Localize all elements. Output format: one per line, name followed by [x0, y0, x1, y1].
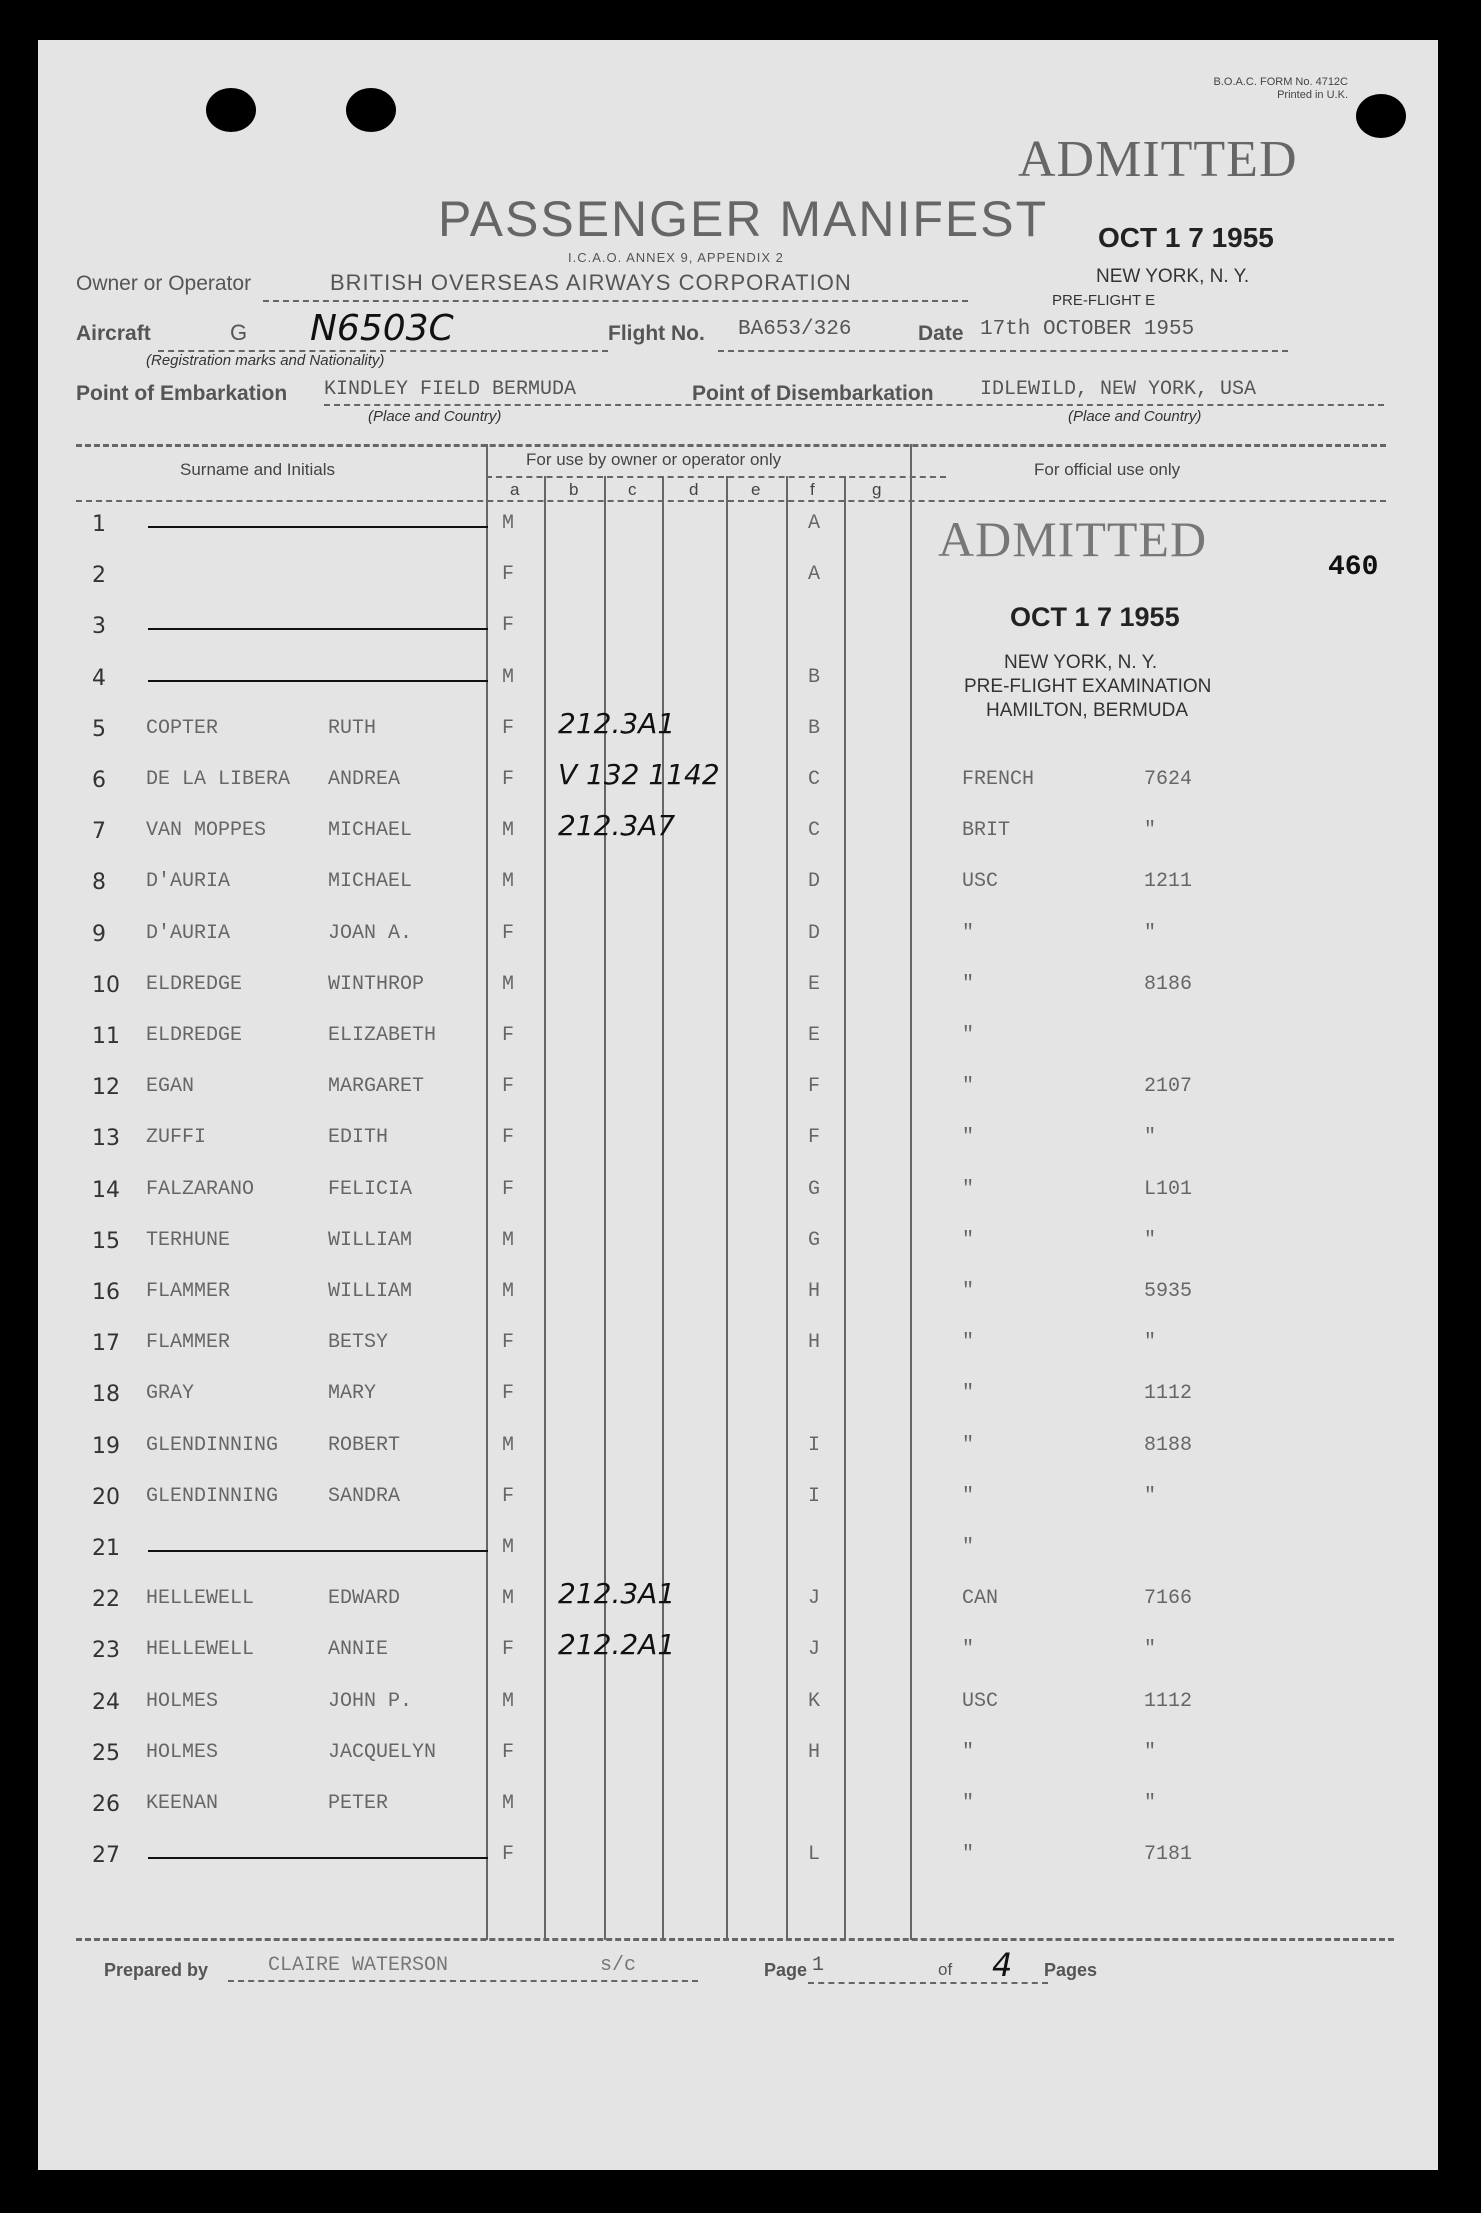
passenger-surname: COPTER [146, 716, 219, 740]
passenger-number: 7624 [1144, 768, 1193, 791]
passenger-code: 212.2A1 [558, 1628, 676, 1662]
passenger-number: 1112 [1144, 1689, 1193, 1713]
form-number [1158, 76, 1348, 102]
passenger-surname: HELLEWELL [146, 1587, 255, 1611]
passenger-sex: F [502, 563, 515, 587]
row-number: 19 [92, 1433, 120, 1459]
passenger-number: " [1144, 1331, 1157, 1355]
form-printed-text: Printed in U.K. [1277, 89, 1348, 101]
passenger-number: " [1144, 1740, 1157, 1764]
body-stamp-line2: PRE-FLIGHT EXAMINATION [964, 676, 1212, 697]
row-number: 12 [92, 1075, 120, 1101]
flight-underline [718, 350, 1288, 352]
passenger-number: 7181 [1144, 1843, 1193, 1867]
row-number: 27 [92, 1843, 120, 1869]
passenger-nationality: " [962, 1126, 975, 1150]
row-number: 16 [92, 1280, 120, 1305]
passenger-number: 5935 [1144, 1280, 1193, 1303]
passenger-given-name: EDWARD [328, 1587, 401, 1611]
passenger-sex: M [502, 665, 515, 689]
row-number: 22 [92, 1587, 120, 1613]
embark-underline [324, 404, 1384, 406]
row-number: 18 [92, 1382, 120, 1408]
row-number: 5 [92, 716, 106, 742]
passenger-sex: M [502, 1587, 515, 1611]
passenger-number: " [1144, 1638, 1157, 1662]
passenger-nationality: " [962, 1382, 975, 1406]
passenger-nationality: " [962, 1843, 975, 1867]
passenger-sex: F [502, 768, 515, 791]
passenger-number: 1211 [1144, 870, 1193, 894]
passenger-seat-letter: J [808, 1587, 821, 1611]
column-divider [662, 476, 664, 1940]
passenger-given-name: FELICIA [328, 1177, 413, 1201]
passenger-code: 212.3A1 [558, 706, 676, 740]
owner-label: Owner or Operator [76, 272, 252, 295]
row-number: 21 [92, 1536, 120, 1561]
passenger-surname: HELLEWELL [146, 1638, 255, 1662]
header-owner-use: For use by owner or operator only [526, 450, 782, 469]
passenger-seat-letter: F [808, 1126, 821, 1150]
passenger-seat-letter: J [808, 1638, 821, 1662]
passenger-given-name: ANNIE [328, 1638, 389, 1662]
header-official-use: For official use only [1034, 460, 1181, 479]
table-top-border [76, 444, 1386, 447]
passenger-surname: GLENDINNING [146, 1484, 279, 1508]
passenger-nationality: FRENCH [962, 768, 1035, 791]
passenger-number: 8186 [1144, 972, 1193, 996]
passenger-given-name: ELIZABETH [328, 1024, 437, 1047]
passenger-sex: F [502, 1484, 515, 1508]
passenger-seat-letter: I [808, 1433, 821, 1457]
passenger-seat-letter: L [808, 1843, 821, 1867]
passenger-nationality: " [962, 921, 975, 945]
date-value: 17th OCTOBER 1955 [980, 318, 1195, 341]
table-bottom-border [76, 1938, 1394, 1941]
passenger-surname: KEENAN [146, 1792, 219, 1815]
strikethrough-line [148, 1550, 488, 1552]
embarkation-note: (Place and Country) [368, 408, 502, 425]
passenger-sex: F [502, 1638, 515, 1662]
strikethrough-line [148, 628, 488, 630]
manifest-subtitle: I.C.A.O. ANNEX 9, APPENDIX 2 [568, 250, 784, 265]
row-number: 4 [92, 665, 106, 691]
passenger-seat-letter: A [808, 512, 821, 535]
prepared-by-role: s/c [600, 1954, 637, 1977]
passenger-given-name: MARGARET [328, 1075, 425, 1099]
row-number: 15 [92, 1228, 120, 1254]
row-number: 23 [92, 1638, 120, 1664]
admitted-stamp-body: ADMITTED [938, 511, 1208, 567]
row-number: 2 [92, 563, 106, 589]
passenger-surname: GLENDINNING [146, 1433, 279, 1457]
passenger-surname: FLAMMER [146, 1280, 231, 1303]
column-divider [910, 444, 912, 1940]
passenger-number: 8188 [1144, 1433, 1193, 1457]
column-letter-a: a [510, 480, 520, 499]
passenger-sex: F [502, 1843, 515, 1867]
passenger-seat-letter: A [808, 563, 821, 587]
passenger-given-name: MARY [328, 1382, 377, 1406]
column-letter-f: f [810, 480, 815, 499]
passenger-seat-letter: H [808, 1331, 821, 1355]
passenger-nationality: BRIT [962, 819, 1011, 843]
passenger-seat-letter: H [808, 1740, 821, 1764]
row-number: 11 [92, 1024, 120, 1049]
passenger-nationality: CAN [962, 1587, 999, 1611]
disembarkation-value: IDLEWILD, NEW YORK, USA [980, 378, 1257, 401]
passenger-given-name: BETSY [328, 1331, 389, 1355]
of-label: of [938, 1960, 953, 1979]
body-stamp-line3: HAMILTON, BERMUDA [986, 700, 1188, 721]
passenger-given-name: EDITH [328, 1126, 389, 1150]
passenger-number: 1112 [1144, 1382, 1193, 1406]
passenger-surname: ELDREDGE [146, 1024, 243, 1047]
page-underline [808, 1982, 1048, 1984]
row-number: 13 [92, 1126, 120, 1152]
passenger-sex: F [502, 1075, 515, 1099]
passenger-sex: F [502, 614, 515, 638]
row-number: 14 [92, 1177, 120, 1203]
row-number: 25 [92, 1740, 120, 1766]
disembarkation-note: (Place and Country) [1068, 408, 1202, 425]
passenger-given-name: JOAN A. [328, 921, 413, 945]
row-number: 8 [92, 870, 106, 896]
header-surname: Surname and Initials [180, 460, 335, 479]
passenger-given-name: WILLIAM [328, 1228, 413, 1252]
passenger-number: 7166 [1144, 1587, 1193, 1611]
aircraft-label: Aircraft [76, 322, 151, 345]
embarkation-value: KINDLEY FIELD BERMUDA [324, 378, 577, 401]
body-stamp-date: OCT 1 7 1955 [1010, 602, 1180, 632]
passenger-nationality: " [962, 1792, 975, 1815]
passenger-surname: HOLMES [146, 1689, 219, 1713]
row-number: 7 [92, 819, 106, 845]
passenger-number: " [1144, 921, 1157, 945]
of-value: 4 [992, 1946, 1013, 1984]
passenger-sex: F [502, 1126, 515, 1150]
page-value: 1 [812, 1954, 825, 1977]
column-letter-e: e [751, 480, 761, 499]
passenger-given-name: WINTHROP [328, 972, 425, 996]
passenger-sex: M [502, 972, 515, 996]
passenger-surname: EGAN [146, 1075, 195, 1099]
manifest-title: PASSENGER MANIFEST [438, 191, 1049, 247]
header-stamp-place: NEW YORK, N. Y. [1096, 266, 1250, 287]
passenger-nationality: " [962, 1228, 975, 1252]
passenger-given-name: MICHAEL [328, 819, 413, 843]
passenger-sex: M [502, 1228, 515, 1252]
passenger-surname: TERHUNE [146, 1228, 231, 1252]
passenger-given-name: RUTH [328, 716, 377, 740]
manifest-sheet [38, 40, 1438, 2170]
pages-label: Pages [1044, 1960, 1098, 1980]
passenger-sex: M [502, 819, 515, 843]
passenger-number: " [1144, 819, 1157, 843]
column-divider [786, 476, 788, 1940]
passenger-nationality: " [962, 1740, 975, 1764]
passenger-surname: D'AURIA [146, 921, 231, 945]
passenger-code: 212.3A7 [558, 809, 676, 843]
row-number: 9 [92, 921, 106, 947]
column-divider [604, 476, 606, 1940]
passenger-given-name: WILLIAM [328, 1280, 413, 1303]
passenger-number: " [1144, 1126, 1157, 1150]
passenger-sex: M [502, 1280, 515, 1303]
aircraft-registration: N6503C [310, 308, 454, 349]
passenger-seat-letter: C [808, 768, 821, 791]
passenger-nationality: " [962, 1280, 975, 1303]
column-divider [726, 476, 728, 1940]
embarkation-label: Point of Embarkation [76, 382, 288, 405]
aircraft-prefix: G [230, 320, 248, 345]
passenger-surname: VAN MOPPES [146, 819, 267, 843]
passenger-nationality: " [962, 1177, 975, 1201]
passenger-nationality: " [962, 1484, 975, 1508]
passenger-surname: GRAY [146, 1382, 195, 1406]
passenger-given-name: ROBERT [328, 1433, 401, 1457]
body-stamp-line1: NEW YORK, N. Y. [1004, 652, 1158, 673]
column-letter-g: g [872, 480, 882, 499]
flight-number: BA653/326 [738, 318, 852, 341]
passenger-given-name: SANDRA [328, 1484, 401, 1508]
passenger-number: 2107 [1144, 1075, 1193, 1099]
punch-hole [1356, 94, 1406, 138]
passenger-nationality: " [962, 1075, 975, 1099]
passenger-nationality: " [962, 1433, 975, 1457]
passenger-seat-letter: B [808, 716, 821, 740]
passenger-seat-letter: B [808, 665, 821, 689]
passenger-given-name: MICHAEL [328, 870, 413, 894]
prepared-by-value: CLAIRE WATERSON [268, 1954, 449, 1977]
passenger-number: L101 [1144, 1177, 1193, 1201]
passenger-sex: M [502, 512, 515, 535]
passenger-given-name: ANDREA [328, 768, 401, 791]
owner-underline [263, 300, 968, 302]
passenger-nationality: USC [962, 870, 999, 894]
passenger-seat-letter: E [808, 1024, 821, 1047]
passenger-sex: F [502, 1024, 515, 1047]
column-letter-c: c [628, 480, 637, 499]
column-letter-b: b [569, 480, 579, 499]
passenger-sex: F [502, 1382, 515, 1406]
passenger-sex: M [502, 1689, 515, 1713]
punch-hole [206, 88, 256, 132]
passenger-sex: F [502, 1331, 515, 1355]
owner-value: BRITISH OVERSEAS AIRWAYS CORPORATION [330, 270, 852, 295]
passenger-nationality: " [962, 1638, 975, 1662]
date-label: Date [918, 322, 964, 345]
passenger-seat-letter: G [808, 1177, 821, 1201]
row-number: 6 [92, 768, 106, 793]
passenger-sex: F [502, 716, 515, 740]
passenger-given-name: JACQUELYN [328, 1740, 437, 1764]
passenger-seat-letter: F [808, 1075, 821, 1099]
row-number: 1 [92, 512, 106, 537]
page-label: Page [764, 1960, 808, 1980]
flight-label: Flight No. [608, 322, 705, 345]
column-letter-d: d [689, 480, 699, 499]
passenger-seat-letter: I [808, 1484, 821, 1508]
passenger-seat-letter: E [808, 972, 821, 996]
passenger-seat-letter: G [808, 1228, 821, 1252]
passenger-nationality: " [962, 1536, 975, 1559]
strikethrough-line [148, 680, 488, 682]
passenger-given-name: JOHN P. [328, 1689, 413, 1713]
passenger-seat-letter: K [808, 1689, 821, 1713]
passenger-sex: F [502, 1177, 515, 1201]
subheader-line [486, 476, 946, 478]
row-number: 3 [92, 614, 106, 640]
passenger-sex: F [502, 921, 515, 945]
passenger-given-name: PETER [328, 1792, 389, 1815]
passenger-nationality: " [962, 1331, 975, 1355]
passenger-seat-letter: D [808, 870, 821, 894]
extra-number: 460 [1328, 552, 1379, 583]
strikethrough-line [148, 526, 488, 528]
passenger-number: " [1144, 1228, 1157, 1252]
row-number: 26 [92, 1792, 120, 1817]
passenger-seat-letter: D [808, 921, 821, 945]
header-bottom-line [76, 500, 1386, 502]
passenger-nationality: " [962, 1024, 975, 1047]
column-divider [844, 476, 846, 1940]
row-number: 10 [92, 972, 120, 998]
passenger-surname: D'AURIA [146, 870, 231, 894]
passenger-surname: HOLMES [146, 1740, 219, 1764]
passenger-nationality: " [962, 972, 975, 996]
passenger-sex: F [502, 1740, 515, 1764]
passenger-sex: M [502, 870, 515, 894]
passenger-surname: FALZARANO [146, 1177, 255, 1201]
passenger-code: 212.3A1 [558, 1577, 676, 1611]
passenger-surname: ZUFFI [146, 1126, 207, 1150]
aircraft-note: (Registration marks and Nationality) [146, 352, 385, 369]
passenger-seat-letter: C [808, 819, 821, 843]
admitted-stamp-header: ADMITTED [1018, 131, 1298, 188]
row-number: 17 [92, 1331, 120, 1357]
header-stamp-exam: PRE-FLIGHT E [1052, 292, 1156, 309]
passenger-number: " [1144, 1484, 1157, 1508]
punch-hole [346, 88, 396, 132]
prepared-underline [228, 1980, 698, 1982]
passenger-seat-letter: H [808, 1280, 821, 1303]
row-number: 24 [92, 1689, 120, 1715]
passenger-surname: FLAMMER [146, 1331, 231, 1355]
passenger-sex: M [502, 1536, 515, 1559]
prepared-by-label: Prepared by [104, 1960, 209, 1980]
passenger-surname: ELDREDGE [146, 972, 243, 996]
column-divider [544, 476, 546, 1940]
disembarkation-label: Point of Disembarkation [692, 382, 934, 405]
row-number: 20 [92, 1484, 120, 1510]
passenger-surname: DE LA LIBERA [146, 768, 291, 791]
passenger-code: V 132 1142 [558, 758, 720, 791]
passenger-number: " [1144, 1792, 1157, 1815]
form-number-text: B.O.A.C. FORM No. 4712C [1213, 76, 1348, 88]
passenger-sex: M [502, 1792, 515, 1815]
passenger-sex: M [502, 1433, 515, 1457]
header-stamp-date: OCT 1 7 1955 [1098, 222, 1274, 253]
strikethrough-line [148, 1857, 488, 1859]
passenger-nationality: USC [962, 1689, 999, 1713]
column-divider [486, 444, 488, 1940]
